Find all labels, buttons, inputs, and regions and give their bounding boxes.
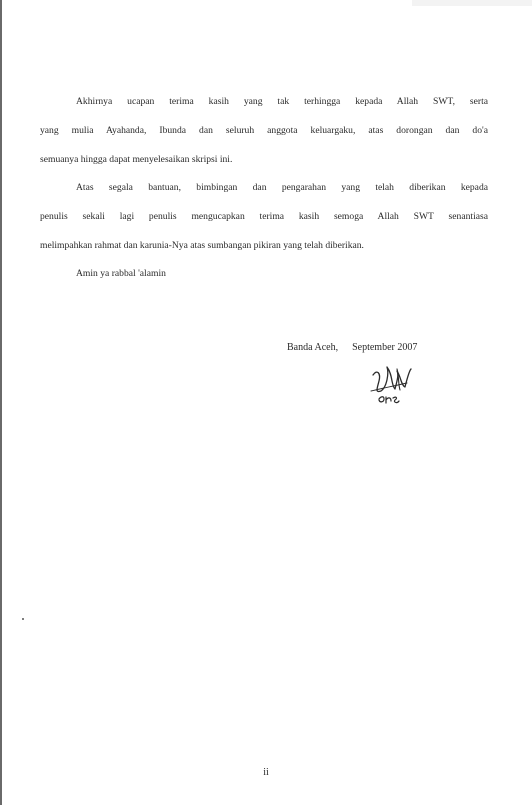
scan-speck: [22, 618, 24, 620]
paragraph-closing-prayer: [40, 259, 488, 288]
signature-date: September 2007: [352, 342, 418, 353]
paragraph-line: semuanya hingga dapat menyelesaikan skripsi ini.: [40, 154, 233, 165]
page-number: ii: [263, 767, 269, 778]
handwritten-signature: [367, 363, 415, 409]
paragraph-line: melimpahkan rahmat dan karunia-Nya atas sumbangan pikiran yang telah diberikan.: [40, 240, 364, 251]
signature-city: Banda Aceh,: [287, 342, 339, 353]
paragraph-line: yang mulia Ayahanda, Ibunda dan seluruh anggota keluargaku, atas dorongan dan do'a: [40, 125, 488, 136]
paragraph-gratitude-help: [40, 173, 488, 260]
paragraph-line: penulis sekali lagi penulis mengucapkan terima kasih semoga Allah SWT senantiasa: [40, 211, 488, 222]
signature-block: [287, 341, 457, 355]
paragraph-line: Akhirnya ucapan terima kasih yang tak terhingga kepada Allah SWT, serta: [76, 96, 488, 107]
paragraph-gratitude-family: [40, 87, 488, 174]
paragraph-line: Amin ya rabbal 'alamin: [76, 268, 166, 279]
paragraph-line: Atas segala bantuan, bimbingan dan pengarahan yang telah diberikan kepada: [76, 182, 488, 193]
place-and-date: [287, 341, 457, 355]
